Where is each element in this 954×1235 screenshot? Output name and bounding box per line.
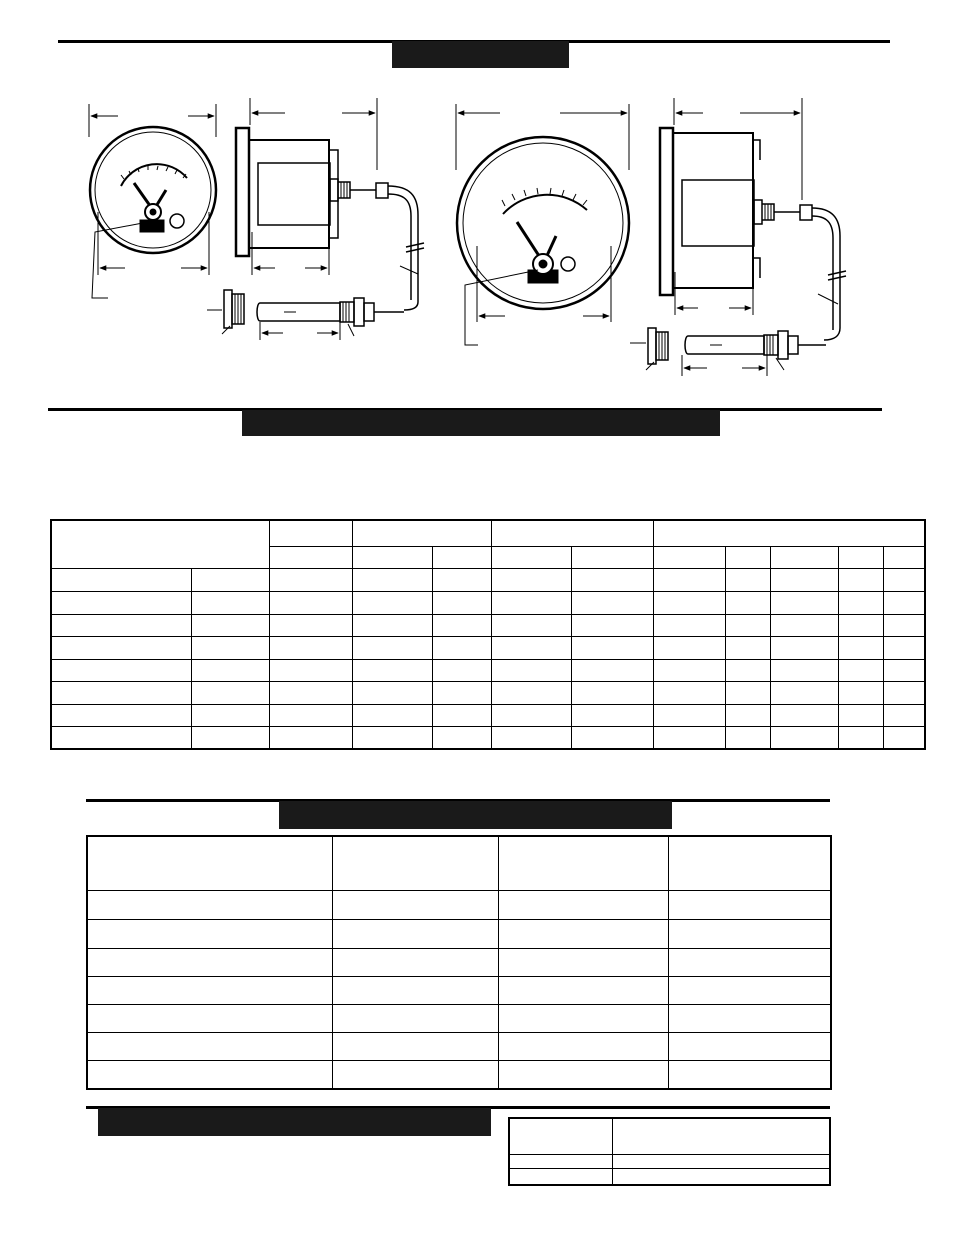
table-cell — [352, 636, 432, 659]
table-cell — [571, 726, 653, 749]
table-cell — [491, 726, 571, 749]
table-row — [87, 1060, 831, 1089]
table-cell — [51, 681, 191, 704]
table-cell — [432, 726, 491, 749]
table-cell — [883, 568, 925, 591]
table-cell — [352, 568, 432, 591]
table-cell — [269, 681, 352, 704]
table-cell — [883, 704, 925, 726]
table-cell — [269, 704, 352, 726]
table1-subheader-cell — [352, 546, 432, 568]
table-row — [87, 948, 831, 976]
table-cell — [668, 1032, 831, 1060]
table-row — [51, 614, 925, 636]
table-cell — [191, 614, 269, 636]
table-row — [87, 1032, 831, 1060]
table-cell — [770, 726, 838, 749]
small-gauge-front-view — [89, 104, 216, 298]
table-cell — [332, 919, 498, 948]
table1-header-cell — [51, 520, 269, 568]
table-cell — [51, 659, 191, 681]
table-cell — [838, 636, 883, 659]
table-cell — [498, 919, 668, 948]
table-cell — [725, 614, 770, 636]
table-cell — [725, 568, 770, 591]
large-gauge-bulb — [630, 328, 826, 376]
table-cell — [432, 614, 491, 636]
table-cell — [770, 614, 838, 636]
table-cell — [491, 591, 571, 614]
table-cell — [51, 568, 191, 591]
table-cell — [332, 1004, 498, 1032]
table-cell — [883, 614, 925, 636]
table1-title-bar — [242, 410, 720, 436]
table-cell — [491, 614, 571, 636]
table-cell — [491, 704, 571, 726]
table-cell — [191, 568, 269, 591]
table-cell — [87, 948, 332, 976]
table-cell — [571, 681, 653, 704]
table-cell — [509, 1154, 612, 1168]
table-cell — [770, 659, 838, 681]
table-cell — [838, 704, 883, 726]
table-row — [87, 919, 831, 948]
table-cell — [725, 591, 770, 614]
specification-table — [50, 519, 926, 750]
table-cell — [498, 976, 668, 1004]
table-cell — [571, 591, 653, 614]
table-cell — [498, 1032, 668, 1060]
table-cell — [269, 591, 352, 614]
table1-header-row-1 — [51, 520, 925, 546]
table-cell — [725, 681, 770, 704]
table-cell — [332, 948, 498, 976]
small-gauge-bulb — [207, 290, 404, 340]
table-cell — [571, 659, 653, 681]
table-cell — [51, 726, 191, 749]
table-cell — [653, 614, 725, 636]
table-cell — [87, 1060, 332, 1089]
table-cell — [668, 948, 831, 976]
table-cell — [653, 704, 725, 726]
table-cell — [191, 591, 269, 614]
table-cell — [571, 704, 653, 726]
table1-header-cell — [653, 520, 925, 546]
table-cell — [770, 704, 838, 726]
table-row — [51, 681, 925, 704]
table-cell — [612, 1168, 830, 1185]
table1-subheader-cell — [770, 546, 838, 568]
table-cell — [87, 890, 332, 919]
small-table — [508, 1117, 831, 1186]
table-cell — [332, 976, 498, 1004]
table-cell — [191, 704, 269, 726]
table-cell — [269, 614, 352, 636]
table1-subheader-cell — [838, 546, 883, 568]
table-cell — [725, 704, 770, 726]
table-cell — [838, 681, 883, 704]
table-cell — [668, 890, 831, 919]
table1-subheader-cell — [653, 546, 725, 568]
table2-header-cell — [87, 836, 332, 890]
table-cell — [269, 726, 352, 749]
table-cell — [498, 1004, 668, 1032]
table-cell — [838, 659, 883, 681]
table-cell — [509, 1168, 612, 1185]
gauge-dimension-drawings — [0, 0, 954, 400]
table-cell — [332, 890, 498, 919]
table-cell — [191, 636, 269, 659]
table-row — [87, 1004, 831, 1032]
table-cell — [87, 1032, 332, 1060]
table3-header-cell — [509, 1118, 612, 1154]
table-cell — [653, 591, 725, 614]
table-cell — [432, 681, 491, 704]
table-cell — [770, 636, 838, 659]
table-cell — [51, 704, 191, 726]
table-cell — [838, 726, 883, 749]
table-cell — [491, 659, 571, 681]
table-cell — [883, 726, 925, 749]
table-cell — [725, 636, 770, 659]
table-cell — [491, 681, 571, 704]
table-row — [51, 636, 925, 659]
table-cell — [352, 681, 432, 704]
table1-subheader-cell — [571, 546, 653, 568]
table-cell — [352, 726, 432, 749]
table2-header-cell — [332, 836, 498, 890]
table-cell — [838, 591, 883, 614]
table1-subheader-cell — [725, 546, 770, 568]
table1-header-cell — [269, 520, 352, 546]
table-cell — [653, 659, 725, 681]
table-cell — [491, 568, 571, 591]
table-row — [51, 704, 925, 726]
table2-header-cell — [498, 836, 668, 890]
table-cell — [668, 919, 831, 948]
table-cell — [838, 614, 883, 636]
table-row — [87, 890, 831, 919]
table-cell — [838, 568, 883, 591]
table-cell — [432, 591, 491, 614]
table2-header-cell — [668, 836, 831, 890]
table-cell — [653, 636, 725, 659]
table-cell — [571, 614, 653, 636]
table-cell — [653, 726, 725, 749]
table-cell — [332, 1032, 498, 1060]
table-cell — [332, 1060, 498, 1089]
table-cell — [883, 636, 925, 659]
table-cell — [571, 636, 653, 659]
table-cell — [725, 659, 770, 681]
small-gauge-side-view — [236, 98, 424, 310]
table-cell — [498, 948, 668, 976]
table-cell — [432, 704, 491, 726]
table-row — [51, 726, 925, 749]
table-cell — [883, 659, 925, 681]
table-cell — [51, 614, 191, 636]
table-cell — [653, 568, 725, 591]
table-cell — [51, 591, 191, 614]
table-cell — [87, 919, 332, 948]
table1-header-cell — [352, 520, 491, 546]
table-cell — [87, 976, 332, 1004]
table-row — [51, 659, 925, 681]
table-row — [51, 591, 925, 614]
table-cell — [432, 659, 491, 681]
table-cell — [668, 976, 831, 1004]
table-cell — [51, 636, 191, 659]
table-cell — [432, 636, 491, 659]
table-cell — [883, 681, 925, 704]
table-cell — [725, 726, 770, 749]
table-cell — [352, 591, 432, 614]
table-cell — [770, 568, 838, 591]
table-cell — [668, 1060, 831, 1089]
table-cell — [352, 704, 432, 726]
table2-title-bar — [279, 801, 672, 829]
table-cell — [612, 1154, 830, 1168]
table1-subheader-cell — [432, 546, 491, 568]
table-cell — [352, 614, 432, 636]
table-cell — [191, 726, 269, 749]
table-row — [509, 1168, 830, 1185]
table3-title-bar — [98, 1108, 491, 1136]
table-cell — [653, 681, 725, 704]
table-cell — [269, 659, 352, 681]
table-cell — [498, 890, 668, 919]
table-cell — [668, 1004, 831, 1032]
large-gauge-front-view — [456, 104, 629, 345]
table-cell — [491, 636, 571, 659]
table-row — [87, 976, 831, 1004]
table1-subheader-cell — [491, 546, 571, 568]
table-cell — [883, 591, 925, 614]
table-cell — [269, 636, 352, 659]
table2-header-row — [87, 836, 831, 890]
table1-subheader-cell — [883, 546, 925, 568]
table-cell — [87, 1004, 332, 1032]
secondary-table — [86, 835, 832, 1090]
table-row — [51, 568, 925, 591]
table-cell — [770, 681, 838, 704]
large-gauge-side-view — [660, 98, 846, 340]
table3-header-row — [509, 1118, 830, 1154]
table-cell — [432, 568, 491, 591]
table-cell — [191, 681, 269, 704]
table-cell — [498, 1060, 668, 1089]
table1-header-cell — [491, 520, 653, 546]
table-cell — [770, 591, 838, 614]
table3-header-cell — [612, 1118, 830, 1154]
table-row — [509, 1154, 830, 1168]
table1-subheader-cell — [269, 546, 352, 568]
table-cell — [571, 568, 653, 591]
table-cell — [269, 568, 352, 591]
table-cell — [352, 659, 432, 681]
table-cell — [191, 659, 269, 681]
